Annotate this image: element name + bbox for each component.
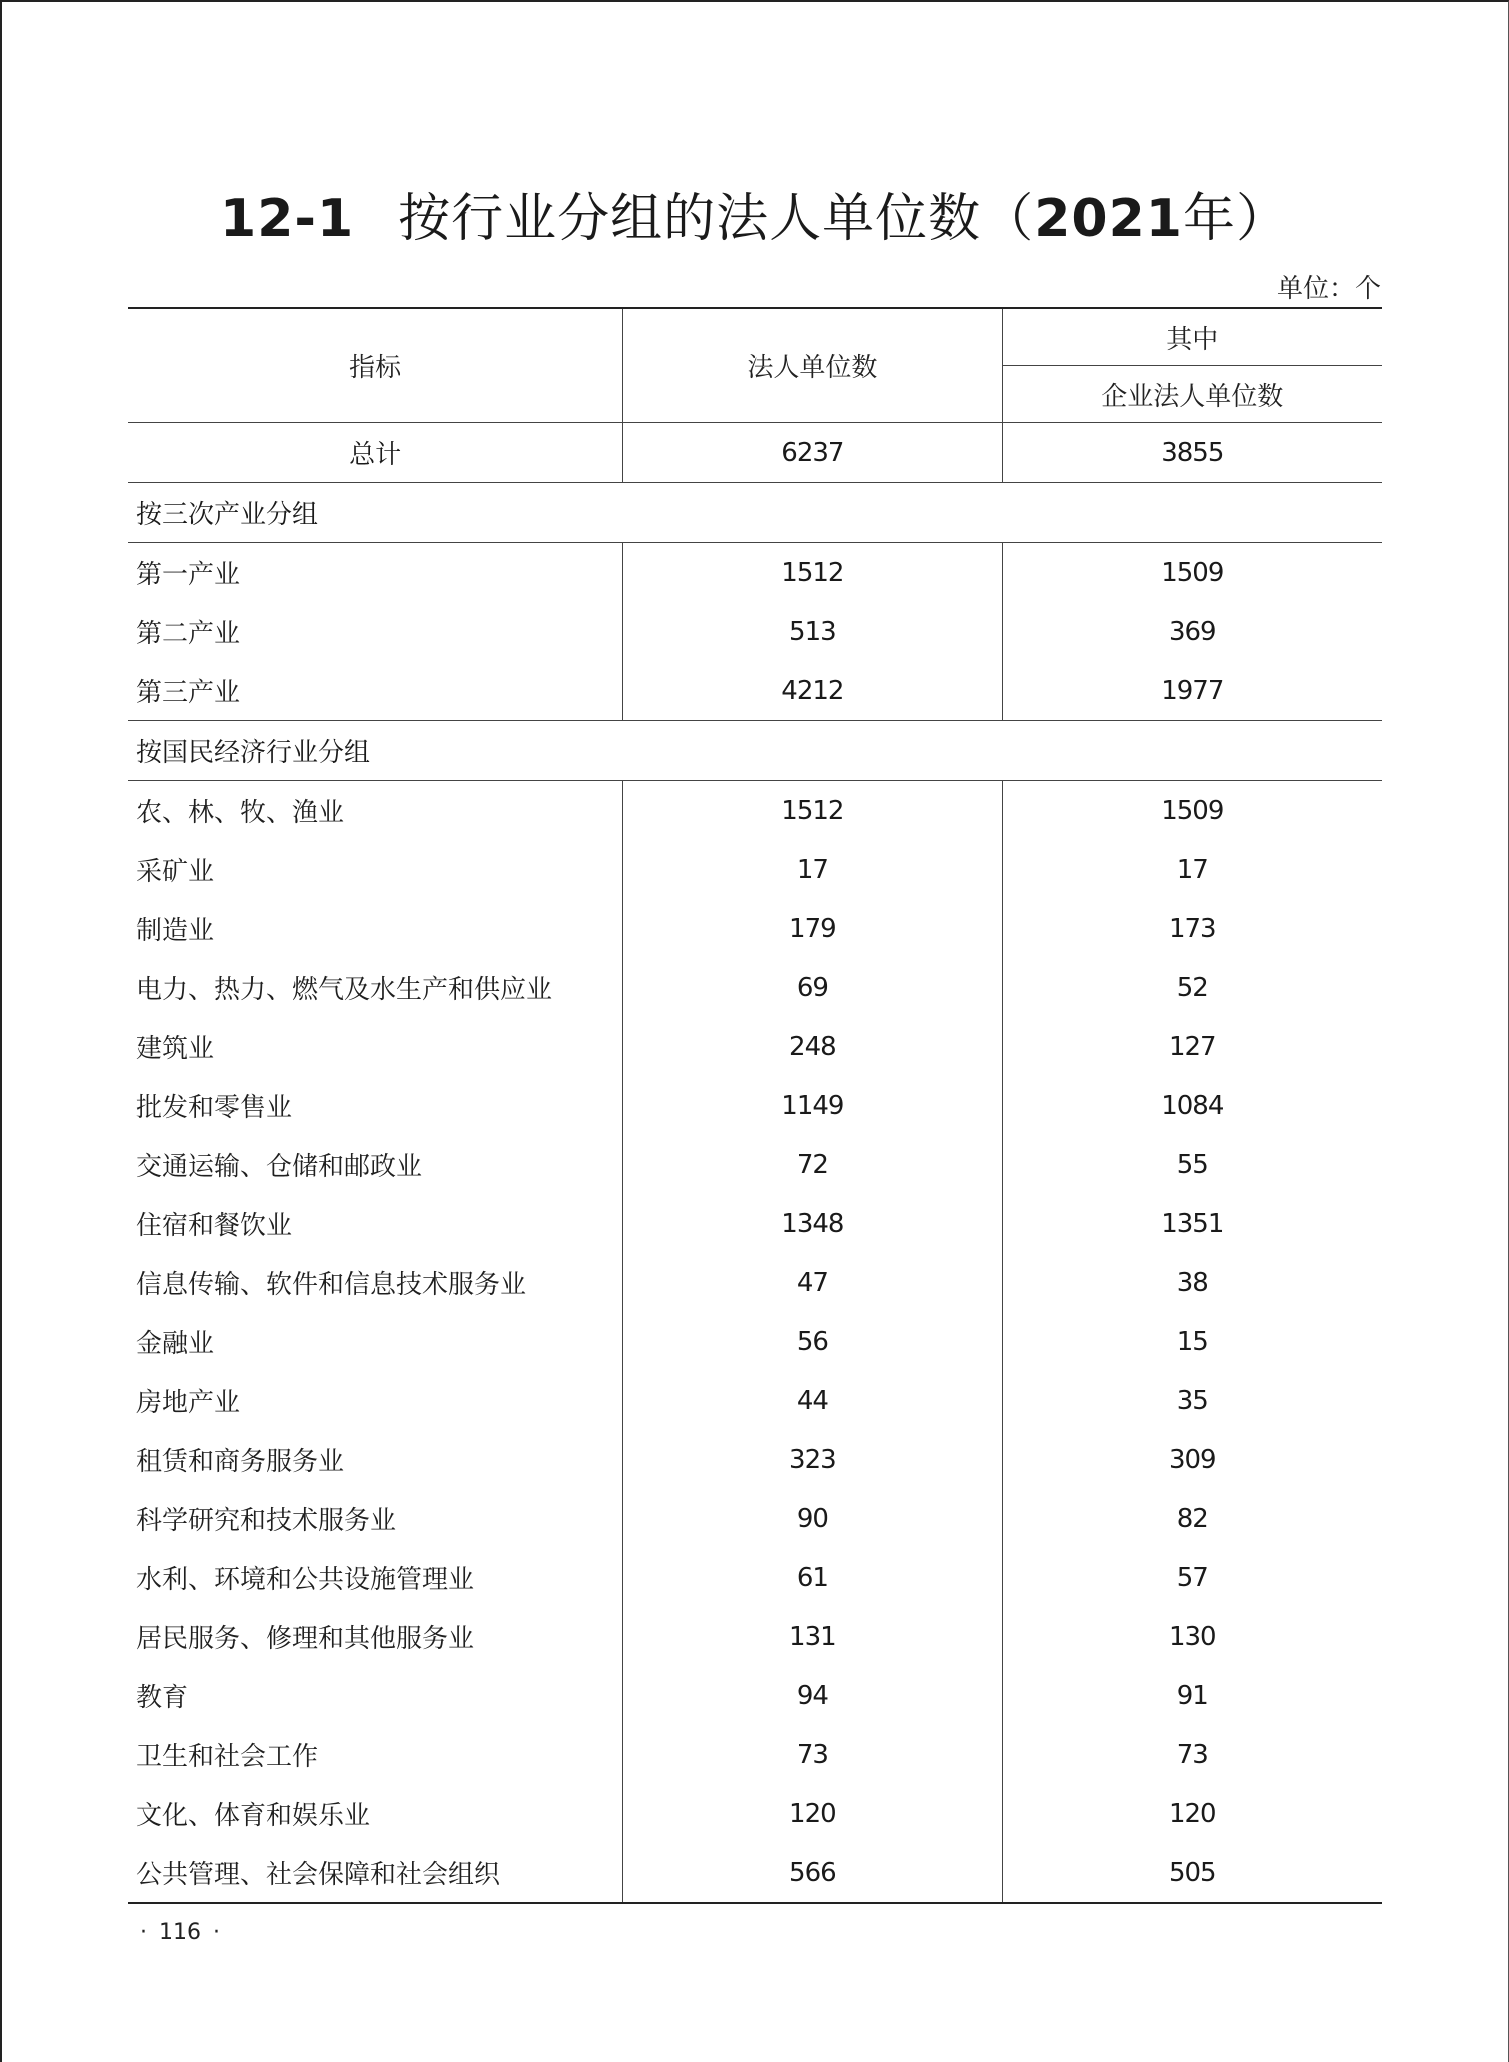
group-title: 按三次产业分组 bbox=[128, 483, 1382, 543]
total-row bbox=[128, 423, 1382, 483]
row-enterprise-units: 1084 bbox=[1161, 1090, 1224, 1121]
row-legal-units: 90 bbox=[623, 1489, 1002, 1548]
page-number: 116 bbox=[159, 1920, 201, 1945]
row-legal-units: 69 bbox=[623, 958, 1002, 1017]
row-label: 农、林、牧、渔业 bbox=[128, 781, 623, 841]
table-row bbox=[128, 1784, 1382, 1843]
total-enterprise: 3855 bbox=[1002, 423, 1382, 483]
table-row bbox=[128, 1194, 1382, 1253]
table-row bbox=[128, 1843, 1382, 1903]
row-legal-units: 44 bbox=[623, 1371, 1002, 1430]
row-label: 卫生和社会工作 bbox=[128, 1725, 623, 1784]
row-label: 交通运输、仓储和邮政业 bbox=[128, 1135, 623, 1194]
row-legal-units: 513 bbox=[623, 602, 1002, 661]
row-enterprise-units: 52 bbox=[1176, 972, 1208, 1003]
table-row bbox=[128, 1489, 1382, 1548]
footer-dot-left: · bbox=[140, 1920, 147, 1945]
row-legal-units: 323 bbox=[623, 1430, 1002, 1489]
unit-label: 单位：个 bbox=[1276, 274, 1381, 304]
row-legal-units: 1149 bbox=[623, 1076, 1002, 1135]
table-number: 12-1 bbox=[220, 189, 355, 249]
row-legal-units: 47 bbox=[623, 1253, 1002, 1312]
table-row bbox=[128, 1548, 1382, 1607]
group-title: 按国民经济行业分组 bbox=[128, 721, 1382, 781]
row-enterprise-units: 1509 bbox=[1161, 557, 1224, 588]
total-label: 总计 bbox=[128, 423, 623, 483]
row-enterprise-units: 1351 bbox=[1161, 1208, 1224, 1239]
row-label: 第三产业 bbox=[128, 661, 623, 721]
row-enterprise-units: 1977 bbox=[1002, 661, 1382, 721]
row-legal-units: 4212 bbox=[623, 661, 1002, 721]
title-year-suffix: 年） bbox=[1182, 189, 1289, 249]
row-label: 信息传输、软件和信息技术服务业 bbox=[128, 1253, 623, 1312]
header-legal-units: 法人单位数 bbox=[623, 308, 1002, 423]
row-label: 居民服务、修理和其他服务业 bbox=[128, 1607, 623, 1666]
row-legal-units: 56 bbox=[623, 1312, 1002, 1371]
table-title-text: 按行业分组的法人单位数 bbox=[398, 189, 982, 249]
group-header-row bbox=[128, 483, 1382, 543]
table-row bbox=[128, 543, 1382, 603]
row-label: 水利、环境和公共设施管理业 bbox=[128, 1548, 623, 1607]
table-row bbox=[128, 1135, 1382, 1194]
row-legal-units: 120 bbox=[623, 1784, 1002, 1843]
header-indicator: 指标 bbox=[128, 308, 623, 423]
row-legal-units: 248 bbox=[623, 1017, 1002, 1076]
row-enterprise-units: 1509 bbox=[1161, 795, 1224, 826]
row-legal-units: 566 bbox=[623, 1843, 1002, 1903]
row-enterprise-units: 91 bbox=[1176, 1680, 1208, 1711]
row-enterprise-units: 17 bbox=[1176, 854, 1208, 885]
row-enterprise-units: 55 bbox=[1176, 1149, 1208, 1180]
page-footer bbox=[128, 1920, 232, 1945]
row-enterprise-units: 120 bbox=[1168, 1798, 1216, 1829]
header-enterprise-units: 企业法人单位数 bbox=[1002, 366, 1382, 423]
data-table bbox=[128, 307, 1382, 1904]
row-enterprise-units: 82 bbox=[1176, 1503, 1208, 1534]
row-label: 采矿业 bbox=[128, 840, 623, 899]
row-legal-units: 1512 bbox=[623, 543, 1002, 603]
row-enterprise-units: 173 bbox=[1168, 913, 1216, 944]
table-row bbox=[128, 602, 1382, 661]
row-enterprise-units: 57 bbox=[1176, 1562, 1208, 1593]
header-of-which: 其中 bbox=[1002, 308, 1382, 366]
row-legal-units: 73 bbox=[623, 1725, 1002, 1784]
row-legal-units: 72 bbox=[623, 1135, 1002, 1194]
table-row bbox=[128, 1607, 1382, 1666]
table-row bbox=[128, 1666, 1382, 1725]
row-legal-units: 1348 bbox=[623, 1194, 1002, 1253]
row-legal-units: 94 bbox=[623, 1666, 1002, 1725]
table-row bbox=[128, 840, 1382, 899]
row-label: 第一产业 bbox=[128, 543, 623, 603]
row-enterprise-units: 369 bbox=[1168, 616, 1216, 647]
row-enterprise-units: 505 bbox=[1002, 1843, 1382, 1903]
row-legal-units: 179 bbox=[623, 899, 1002, 958]
table-row bbox=[128, 781, 1382, 841]
row-label: 建筑业 bbox=[128, 1017, 623, 1076]
row-legal-units: 17 bbox=[623, 840, 1002, 899]
row-enterprise-units: 35 bbox=[1176, 1385, 1208, 1416]
table-body bbox=[128, 423, 1382, 1904]
row-label: 第二产业 bbox=[128, 602, 623, 661]
table-row bbox=[128, 899, 1382, 958]
table-row bbox=[128, 1076, 1382, 1135]
table-row bbox=[128, 1312, 1382, 1371]
row-label: 教育 bbox=[128, 1666, 623, 1725]
table-row bbox=[128, 1430, 1382, 1489]
row-label: 住宿和餐饮业 bbox=[128, 1194, 623, 1253]
row-label: 文化、体育和娱乐业 bbox=[128, 1784, 623, 1843]
page-title bbox=[0, 176, 1509, 251]
row-label: 租赁和商务服务业 bbox=[128, 1430, 623, 1489]
row-enterprise-units: 130 bbox=[1168, 1621, 1216, 1652]
title-paren: （ bbox=[981, 189, 1035, 249]
row-label: 制造业 bbox=[128, 899, 623, 958]
row-enterprise-units: 127 bbox=[1168, 1031, 1216, 1062]
title-year: 2021 bbox=[1034, 189, 1183, 249]
total-legal: 6237 bbox=[623, 423, 1002, 483]
table-row bbox=[128, 958, 1382, 1017]
group-header-row bbox=[128, 721, 1382, 781]
row-legal-units: 1512 bbox=[623, 781, 1002, 841]
table-row bbox=[128, 661, 1382, 721]
table-row bbox=[128, 1371, 1382, 1430]
table-row bbox=[128, 1253, 1382, 1312]
row-label: 电力、热力、燃气及水生产和供应业 bbox=[128, 958, 623, 1017]
row-enterprise-units: 15 bbox=[1176, 1326, 1208, 1357]
table-row bbox=[128, 1017, 1382, 1076]
row-label: 公共管理、社会保障和社会组织 bbox=[128, 1843, 623, 1903]
row-enterprise-units: 309 bbox=[1168, 1444, 1216, 1475]
row-enterprise-units: 73 bbox=[1176, 1739, 1208, 1770]
row-legal-units: 61 bbox=[623, 1548, 1002, 1607]
footer-dot-right: · bbox=[213, 1920, 220, 1945]
table-row bbox=[128, 1725, 1382, 1784]
row-enterprise-units: 38 bbox=[1176, 1267, 1208, 1298]
row-label: 金融业 bbox=[128, 1312, 623, 1371]
row-legal-units: 131 bbox=[623, 1607, 1002, 1666]
row-label: 科学研究和技术服务业 bbox=[128, 1489, 623, 1548]
row-label: 房地产业 bbox=[128, 1371, 623, 1430]
row-label: 批发和零售业 bbox=[128, 1076, 623, 1135]
